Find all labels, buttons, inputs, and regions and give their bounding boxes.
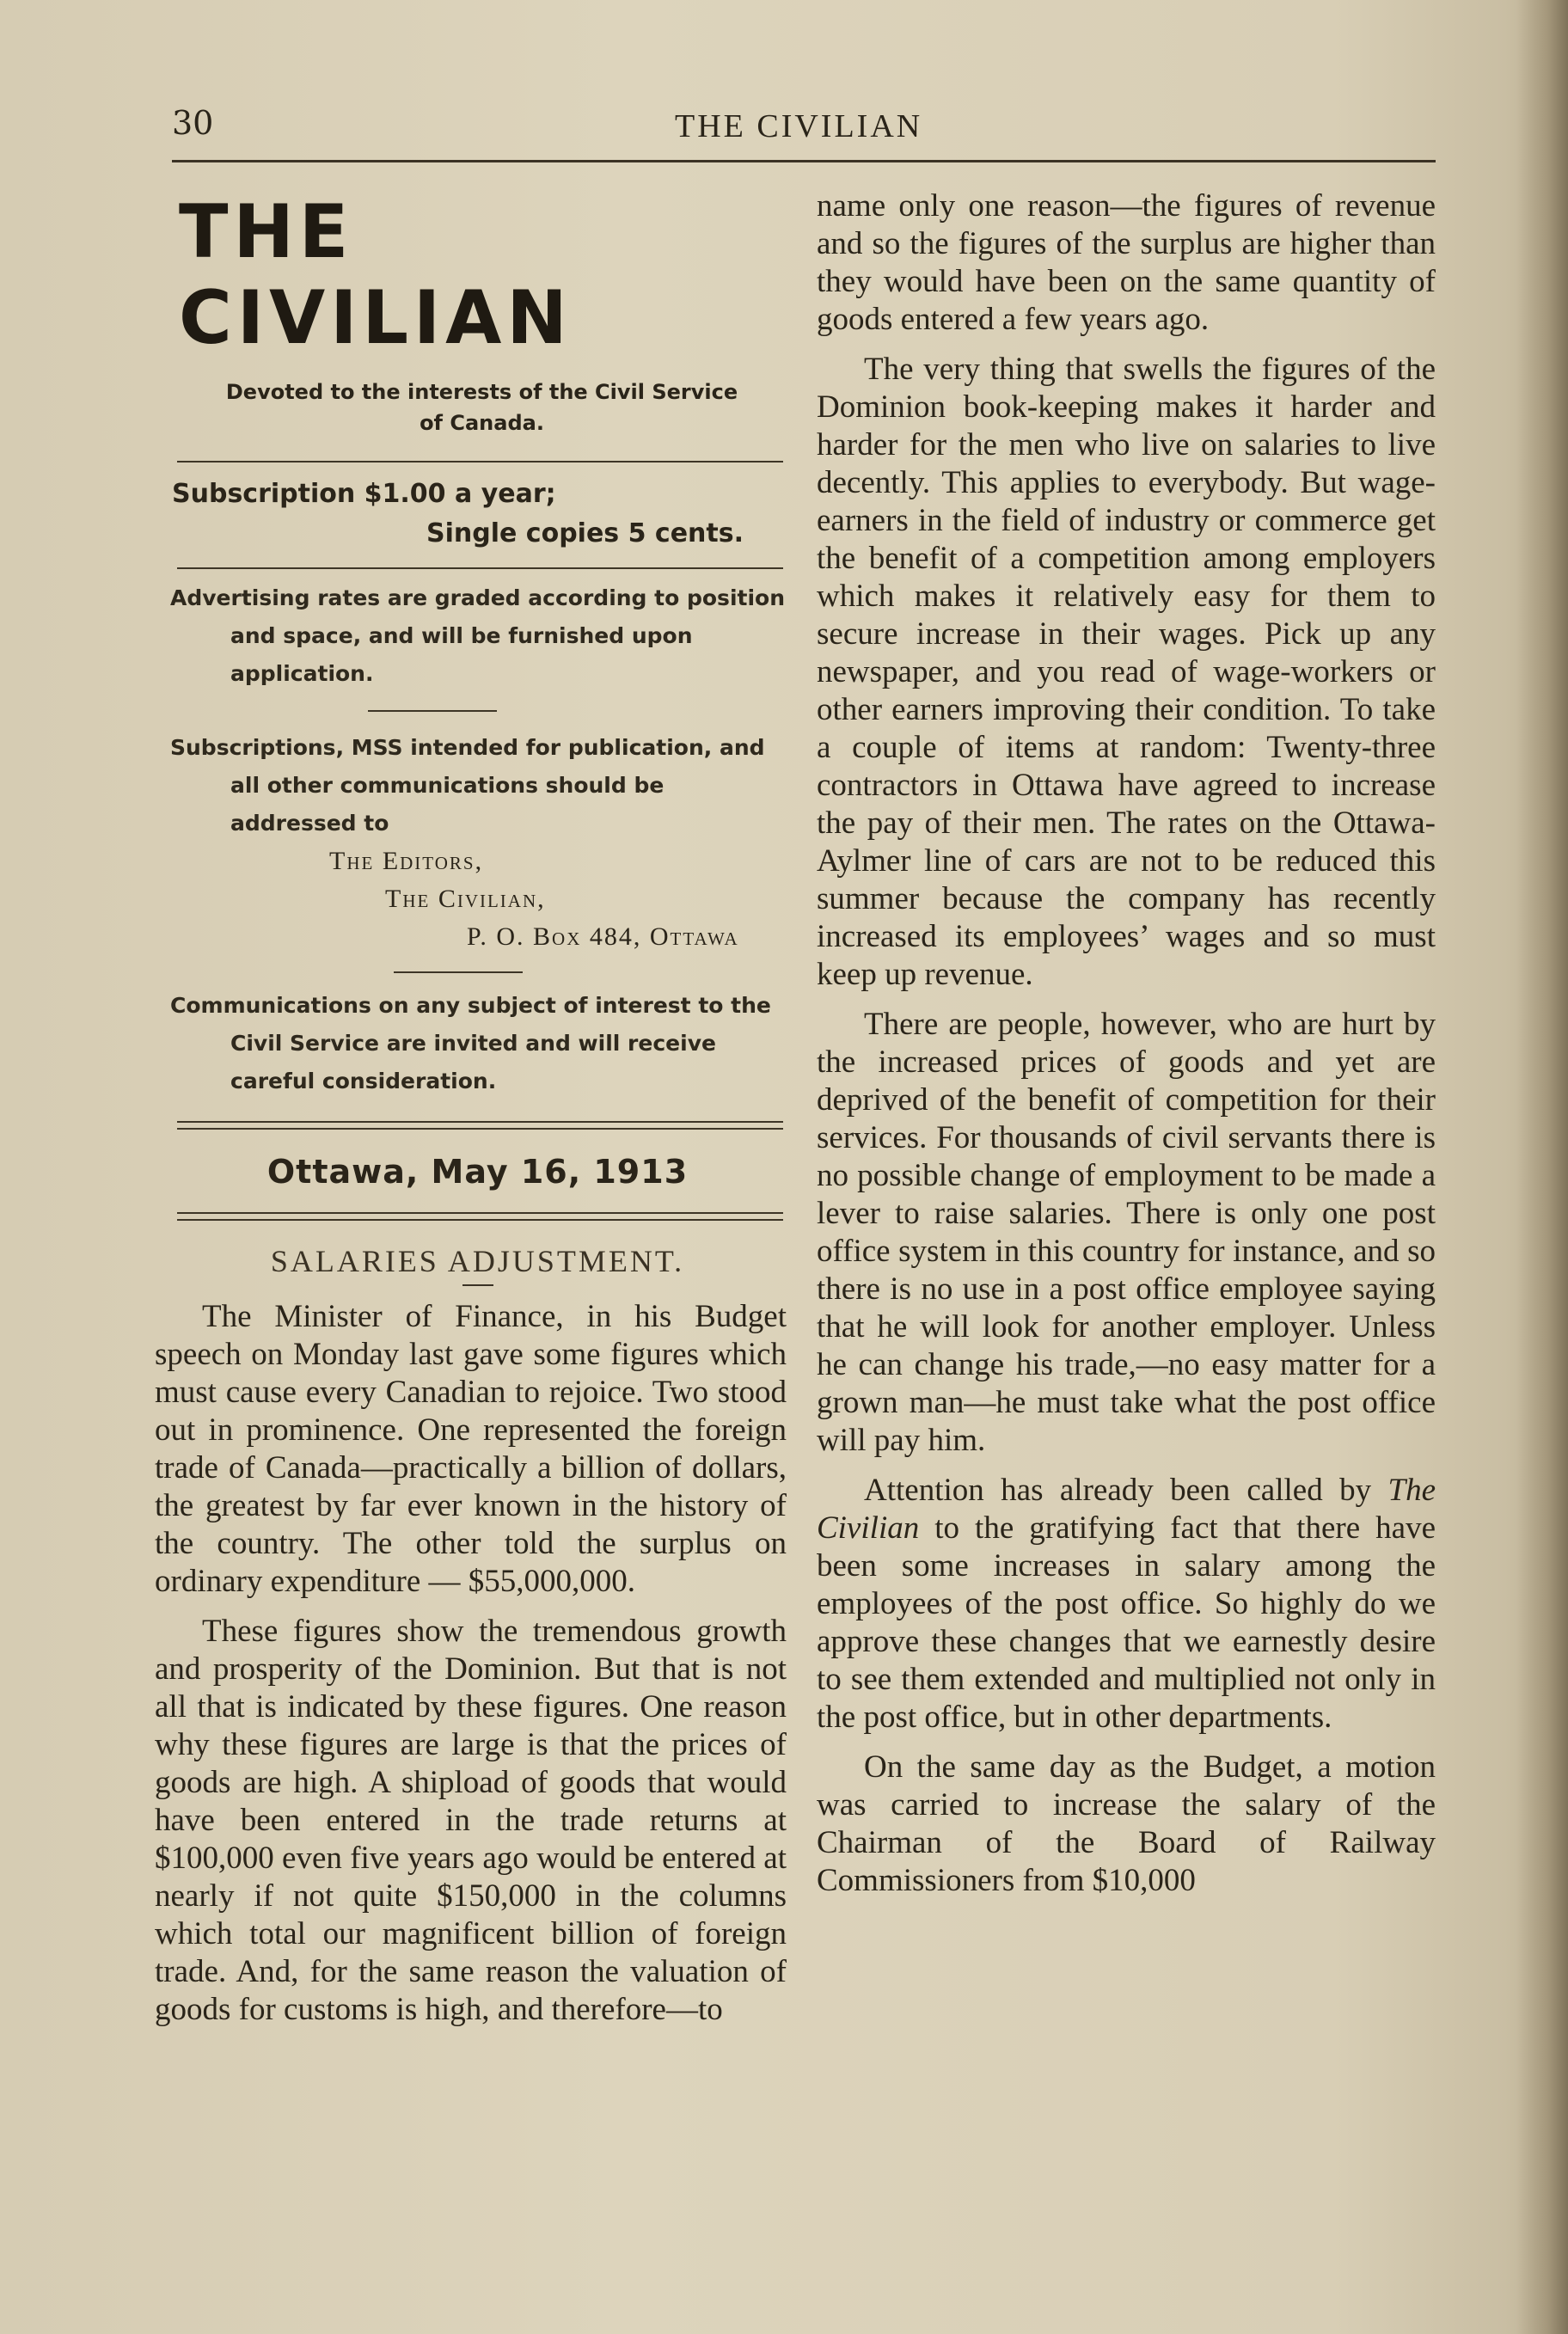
article-continuation: name only one reason—the figures of revenue and so the figures of the surplus are higher than they would have been on the same quantity of goods entered a few years ago. xyxy=(817,188,1436,337)
address-line-1: The Editors, xyxy=(329,847,484,875)
issue-dateline: Ottawa, May 16, 1913 xyxy=(266,1153,689,1191)
communications-notice: Communications on any subject of interest to the Civil Service are invited and will receive careful consideration. xyxy=(170,993,771,1093)
article-paragraph: The very thing that swells the figures of the Dominion book-keeping makes it harder and harder for the men who live on salaries to live decently. This applies to everybody. But wage-earners in the field of industry or commerce get the benefit of a competition among employers which makes it relatively easy for them to secure increase in their wages. Pick up any newspaper, and you read of wage-workers or other earners improving their condition. To take a couple of items at random: Twenty-three contractors in Ottawa have agreed to increase the pay of their men. The rates on the Ottawa-Aylmer line of cars are not to be reduced this summer because the company has recently increased its employees’ wages and so must keep up revenue. xyxy=(817,352,1436,992)
attention-text-start: Attention has already been called by xyxy=(864,1473,1388,1508)
double-rule xyxy=(177,1212,783,1221)
single-copy-price: Single copies 5 cents. xyxy=(426,518,744,548)
article-paragraph-attention xyxy=(817,1472,1436,1737)
masthead-title: THE CIVILIAN xyxy=(179,189,573,361)
page-edge-shadow xyxy=(1516,0,1568,2334)
running-title: THE CIVILIAN xyxy=(675,108,923,144)
double-rule xyxy=(177,1121,783,1130)
short-rule xyxy=(368,710,497,712)
header-rule xyxy=(172,160,1436,162)
page-number: 30 xyxy=(172,104,214,142)
address-line-2: The Civilian, xyxy=(385,885,546,913)
article-paragraph: There are people, however, who are hurt by the increased prices of goods and yet are deprived of the benefit of competition for their services. For thousands of civil servants there is no possible change of employment to be made a lever to raise salaries. There is only one post office system in this country for instance, and so there is no use in a post office employee saying that he will look for another employer. Unless he can change his trade,—no easy matter for a grown man—he must take what the post office will pay him. xyxy=(817,1007,1436,1458)
attention-text-end: to the gratifying fact that there have been some increases in salary among the employees of the post office. So highly do we approve these changes that we earnestly desire to see them extended and multiplied not only in the post office, but in other departments. xyxy=(817,1510,1436,1735)
subscription-price: Subscription $1.00 a year; xyxy=(172,479,556,509)
tagline-line-1: Devoted to the interests of the Civil Service xyxy=(225,380,738,404)
article-heading: SALARIES ADJUSTMENT. xyxy=(270,1244,685,1278)
short-rule xyxy=(394,971,523,973)
masthead-tagline xyxy=(170,377,785,438)
article-paragraph: These figures show the tremendous growth and prosperity of the Dominion. But that is not all that is indicated by these figures. One reason why these figures are large is that the prices of goods are high. A shipload of goods that would have been entered in the trade returns at $100,000 even five years ago would be entered at nearly if not quite $150,000 in the columns which total our magnificent billion of foreign trade. And, for the same reason the valuation of goods for customs is high, and therefore—to xyxy=(155,1614,787,2027)
heading-dash xyxy=(462,1284,493,1286)
article-paragraph: On the same day as the Budget, a motion was carried to increase the salary of the Chairman of the Board of Railway Commissioners from $10,000 xyxy=(817,1749,1436,1898)
address-line-3: P. O. Box 484, Ottawa xyxy=(467,922,739,951)
left-column xyxy=(155,182,787,2041)
advertising-notice: Advertising rates are graded according to position and space, and will be furnished upon application. xyxy=(170,585,786,686)
tagline-line-2: of Canada. xyxy=(420,411,544,435)
editors-address xyxy=(170,842,785,956)
divider-rule xyxy=(177,461,783,463)
publication-name-italic: The Civilian xyxy=(817,1473,1436,1546)
submissions-notice: Subscriptions, MSS intended for publication, and all other communications should be addressed to xyxy=(170,735,765,836)
divider-rule xyxy=(177,567,783,569)
page-header xyxy=(172,99,1436,150)
right-column xyxy=(817,187,1436,1912)
article-paragraph: The Minister of Finance, in his Budget speech on Monday last gave some figures which must cause every Canadian to rejoice. Two stood out in prominence. One represented the foreign trade of Canada—practically a billion of dollars, the greatest by far ever known in the history of the country. The other told the surplus on ordinary expenditure — $55,000,000. xyxy=(155,1299,787,1599)
article-left-text xyxy=(155,1298,787,2029)
article-right-text xyxy=(817,187,1436,1900)
subscription-block xyxy=(170,475,785,554)
